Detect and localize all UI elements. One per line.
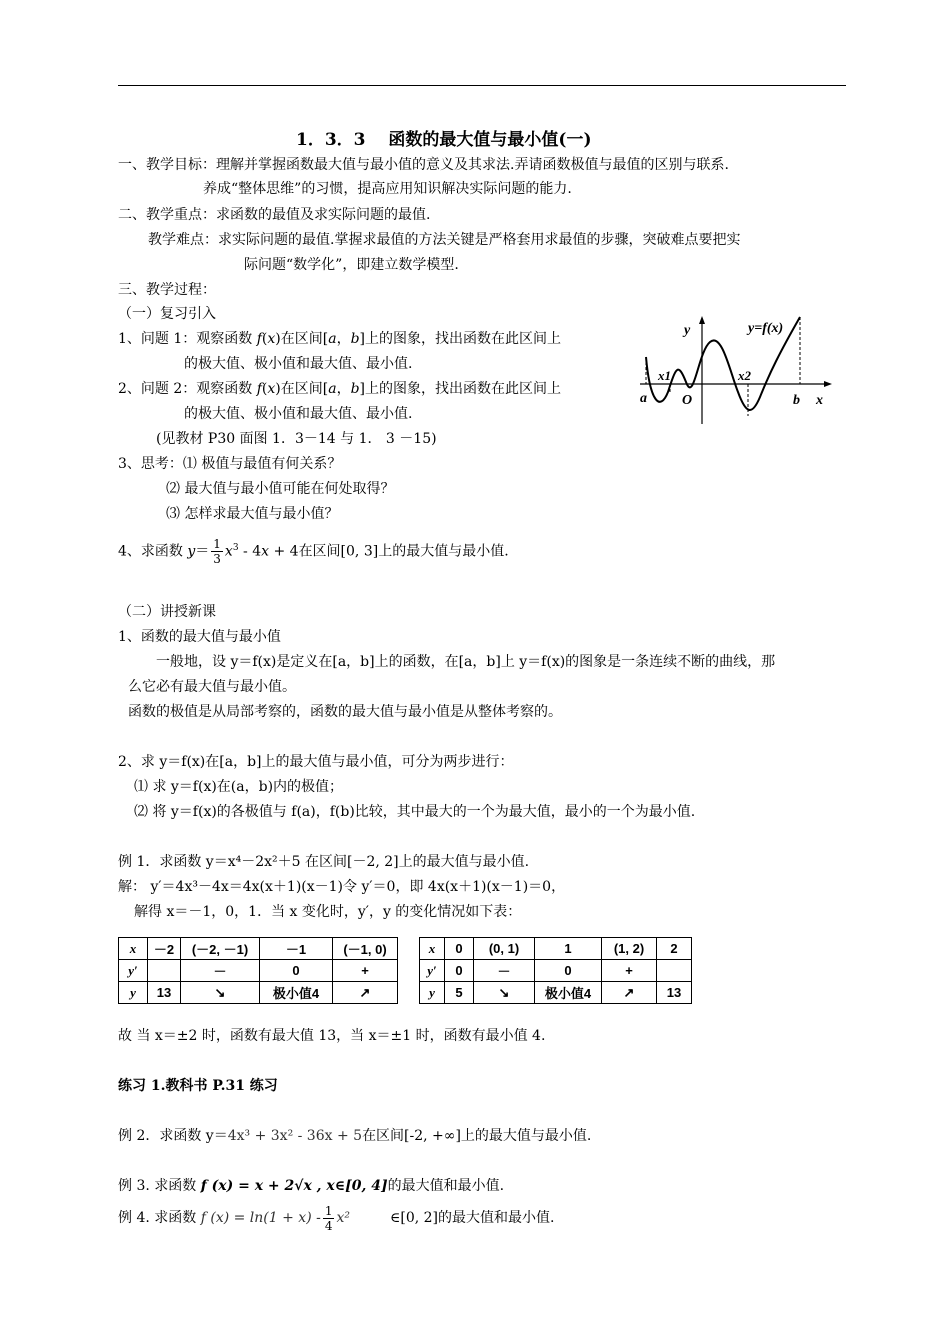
table-cell: y <box>119 982 148 1004</box>
fraction-one-third: $\frac{1}{3}$ <box>213 537 221 567</box>
key-points: 二、教学重点：求函数的最值及求实际问题的最值. <box>118 207 431 223</box>
graph-origin-label: O <box>682 393 693 408</box>
graph-b-label: b <box>793 393 800 408</box>
example-1-solution: 解： y′＝4x³－4x＝4x(x＋1)(x－1)令 y′＝0，即 4x(x＋1)(x－1)＝0， <box>118 879 566 895</box>
table-row <box>420 938 692 960</box>
table-cell: 0 <box>260 960 333 982</box>
table-cell: 极小值4 <box>535 982 602 1004</box>
table-cell: 13 <box>148 982 181 1004</box>
graph-y-label: y <box>684 323 691 338</box>
new-2-step-2: ⑵ 将 y＝f(x)的各极值与 f(a)，f(b)比较，其中最大的一个为最大值，最小的一个为最小值. <box>134 804 696 820</box>
think-heading: 3、思考：⑴ 极值与最值有何关系？ <box>118 456 342 472</box>
example-1-conclusion: 故 当 x＝±2 时，函数有最大值 13，当 x＝±1 时，函数有最小值 4. <box>118 1028 546 1044</box>
question-4: 4、求函数 y＝ $\frac{1}{3}$ $x^3 - 4x + 4$在区间[0, 3]上的最大值与最小值. <box>118 537 509 567</box>
table-cell: － <box>474 960 535 982</box>
table-cell: － <box>181 960 260 982</box>
practice-heading: 练习 1.教科书 P.31 练习 <box>118 1078 278 1094</box>
table-cell: 2 <box>657 938 692 960</box>
table-cell: + <box>333 960 398 982</box>
table-cell: 极小值4 <box>260 982 333 1004</box>
table-cell: ↘ <box>181 982 260 1004</box>
table-cell: 13 <box>657 982 692 1004</box>
section-review: （一）复习引入 <box>118 306 216 322</box>
think-item-2: ⑵ 最大值与最小值可能在何处取得？ <box>166 481 395 497</box>
table-cell: (－2, －1) <box>181 938 260 960</box>
table-cell: ↗ <box>602 982 657 1004</box>
fraction-one-quarter: $\frac{1}{4}$ <box>324 1203 333 1233</box>
table-row <box>119 960 398 982</box>
example-1-solution-2: 解得 x＝－1，0，1．当 x 变化时，y′，y 的变化情况如下表： <box>134 904 522 920</box>
graph-x2-label: x2 <box>738 368 751 383</box>
table-cell <box>148 960 181 982</box>
question-2: 2、问题 2：观察函数 f(x)在区间[a，b]上的图象，找出函数在此区间上 <box>118 381 562 397</box>
table-cell: y′ <box>119 960 148 982</box>
graph-x1-label: x1 <box>658 368 671 383</box>
graph-x-label: x <box>816 393 823 408</box>
table-cell: y′ <box>420 960 445 982</box>
table-cell <box>657 960 692 982</box>
process-heading: 三、教学过程： <box>118 282 216 298</box>
textbook-reference: (见教材 P30 面图 1．3－14 与 1． 3 －15) <box>156 431 437 447</box>
new-1-para-2: 函数的极值是从局部考察的，函数的最大值与最小值是从整体考察的。 <box>128 704 562 720</box>
difficulty-line-2: 际问题“数学化”，即建立数学模型. <box>244 257 459 273</box>
think-item-3: ⑶ 怎样求最大值与最小值？ <box>166 506 339 522</box>
table-cell: + <box>602 960 657 982</box>
table-cell: －1 <box>260 938 333 960</box>
question-2-cont: 的极大值、极小值和最大值、最小值. <box>184 406 413 422</box>
new-1-para-1b: 么它必有最大值与最小值。 <box>128 679 296 695</box>
table-cell: 0 <box>445 938 474 960</box>
example-3: 例 3. 求函数 f (x) = x + 2√x , x∈[0, 4]的最大值和最小值. <box>118 1178 505 1194</box>
table-cell: 5 <box>445 982 474 1004</box>
new-1-para-1a: 一般地，设 y＝f(x)是定义在[a，b]上的函数，在[a，b]上 y＝f(x)的图象是一条连续不断的曲线，那 <box>156 654 776 670</box>
variation-table-2 <box>419 937 692 1004</box>
table-cell: 0 <box>535 960 602 982</box>
section-new-lesson: （二）讲授新课 <box>118 604 216 620</box>
table-cell: ↘ <box>474 982 535 1004</box>
goals-line-2: 养成“整体思维”的习惯，提高应用知识解决实际问题的能力. <box>203 181 572 197</box>
table-cell: ↗ <box>333 982 398 1004</box>
example-2: 例 2．求函数 y＝4x³ + 3x² - 36x + 5在区间[-2, +∞]上的最大值与最小值. <box>118 1128 592 1144</box>
table-row <box>420 960 692 982</box>
new-2-heading: 2、求 y＝f(x)在[a，b]上的最大值与最小值，可分为两步进行： <box>118 754 514 770</box>
example-4: 例 4. 求函数 f (x) = ln(1 + x) - $\frac{1}{4}$ x² ∈[0, 2]的最大值和最小值. <box>118 1203 555 1233</box>
table-cell: －2 <box>148 938 181 960</box>
graph-fx-label: y=f(x) <box>748 321 784 336</box>
page-title: 1．3．3 函数的最大值与最小值(一) <box>296 130 592 150</box>
goals-line-1: 一、教学目标：理解并掌握函数最大值与最小值的意义及其求法.弄请函数极值与最值的区别与联系. <box>118 157 729 173</box>
example-1-heading: 例 1．求函数 y＝x⁴－2x²＋5 在区间[－2, 2]上的最大值与最小值. <box>118 854 530 870</box>
table-cell: x <box>420 938 445 960</box>
table-cell: 0 <box>445 960 474 982</box>
table-row <box>119 982 398 1004</box>
question-1: 1、问题 1：观察函数 f(x)在区间[a，b]上的图象，找出函数在此区间上 <box>118 331 562 347</box>
table-row <box>420 982 692 1004</box>
new-1-heading: 1、函数的最大值与最小值 <box>118 629 281 645</box>
table-cell: (1, 2) <box>602 938 657 960</box>
table-cell: x <box>119 938 148 960</box>
graph-a-label: a <box>640 391 647 406</box>
table-cell: 1 <box>535 938 602 960</box>
difficulty-line-1: 教学难点：求实际问题的最值.掌握求最值的方法关键是严格套用求最值的步骤，突破难点要把实 <box>148 232 741 248</box>
function-graph <box>630 312 840 430</box>
variation-table-1 <box>118 937 398 1004</box>
new-2-step-1: ⑴ 求 y＝f(x)在(a，b)内的极值； <box>134 779 344 795</box>
question-1-cont: 的极大值、极小值和最大值、最小值. <box>184 356 413 372</box>
header-rule <box>118 85 846 86</box>
table-row <box>119 938 398 960</box>
table-cell: (－1, 0) <box>333 938 398 960</box>
table-cell: y <box>420 982 445 1004</box>
table-cell: (0, 1) <box>474 938 535 960</box>
